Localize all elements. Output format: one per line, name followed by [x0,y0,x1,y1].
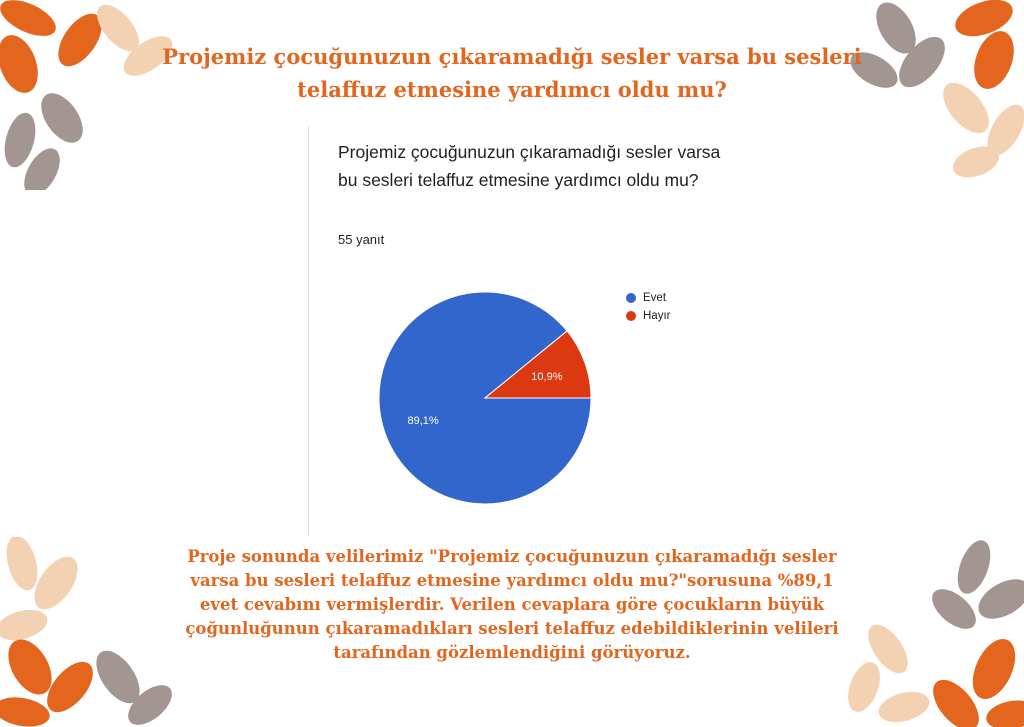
legend-label-hayir: Hayır [643,310,671,322]
data-label-evet: 89,1% [407,415,439,428]
response-count: 55 yanıt [338,232,385,247]
pie-chart [370,284,600,514]
summary-text: Proje sonunda velilerimiz "Projemiz çocuğunuzun çıkaramadığı sesler varsa bu sesleri telaffuz etmesine yardımcı oldu mu?"sorusuna %89,1 evet cevabını vermişlerdir. Verilen cevaplara göre çocukların büyük çoğunluğunun çıkaramadıkları sesleri telaffuz edebildiklerinin velileri tarafından gözlemlendiğini görüyoruz. [185,547,839,662]
legend-item-evet[interactable] [626,290,670,306]
legend-swatch-evet [626,293,636,303]
chart-title: Projemiz çocuğunuzun çıkaramadığı sesler varsa bu sesleri telaffuz etmesine yardımcı oldu mu? [338,142,721,190]
bottom-left-leaf-decoration [0,537,180,727]
page-title: Projemiz çocuğunuzun çıkaramadığı sesler varsa bu sesleri telaffuz etmesine yardımcı oldu mu? [162,44,862,102]
chart-legend [626,290,670,326]
data-label-hayir: 10,9% [531,370,563,383]
legend-swatch-hayir [626,311,636,321]
legend-item-hayir[interactable] [626,308,670,324]
legend-label-evet: Evet [643,292,667,304]
bottom-right-leaf-decoration [844,537,1024,727]
